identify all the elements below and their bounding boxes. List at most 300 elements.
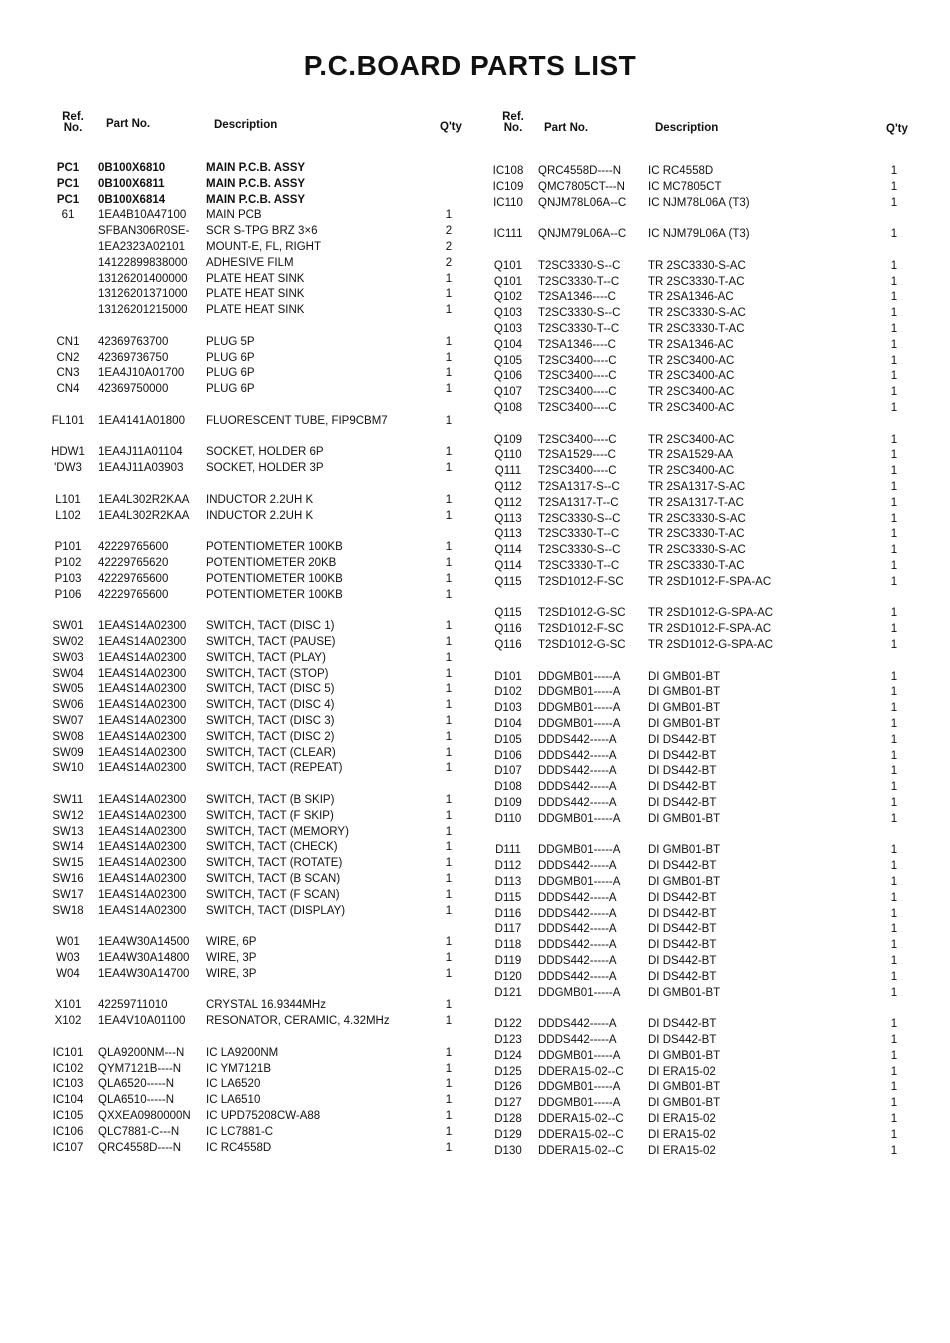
cell-desc: DI DS442-BT bbox=[648, 749, 717, 762]
cell-qty: 1 bbox=[890, 323, 898, 335]
cell-qty: 1 bbox=[890, 844, 898, 857]
cell-part: DDDS442-----A bbox=[538, 765, 617, 778]
cell-ref: D117 bbox=[494, 923, 522, 936]
cell-ref: D105 bbox=[494, 733, 522, 746]
cell-desc: DI GMB01-BT bbox=[648, 1049, 721, 1062]
cell-desc: DI GMB01-BT bbox=[648, 876, 721, 888]
cell-part: T2SC3330-T--C bbox=[538, 275, 620, 288]
cell-qty: 1 bbox=[890, 749, 898, 762]
cell-qty: 1 bbox=[445, 651, 453, 664]
cell-desc: MOUNT-E, FL, RIGHT bbox=[206, 241, 321, 253]
cell-desc: SWITCH, TACT (CHECK) bbox=[206, 841, 338, 854]
cell-part: 42259711010 bbox=[98, 999, 168, 1012]
cell-part: 13126201215000 bbox=[98, 304, 188, 317]
cell-qty: 1 bbox=[445, 825, 453, 838]
cell-ref: SW01 bbox=[52, 620, 84, 633]
cell-ref: Q101 bbox=[493, 275, 523, 288]
cell-ref: P102 bbox=[54, 557, 82, 569]
cell-qty: 1 bbox=[445, 999, 453, 1012]
cell-part: DDERA15-02--C bbox=[538, 1113, 624, 1125]
cell-part: 42229765620 bbox=[98, 557, 169, 569]
cell-desc: TR 2SC3400-AC bbox=[648, 370, 735, 383]
cell-desc: TR 2SD1012-G-SPA-AC bbox=[648, 607, 774, 620]
cell-qty: 1 bbox=[890, 1128, 898, 1141]
cell-qty: 1 bbox=[890, 939, 898, 952]
parts-table-left bbox=[48, 110, 468, 1154]
header-desc: Description bbox=[214, 119, 278, 131]
cell-qty: 1 bbox=[445, 541, 453, 554]
cell-desc: SWITCH, TACT (DISC 5) bbox=[206, 683, 335, 696]
cell-qty: 1 bbox=[445, 588, 453, 601]
cell-desc: IC LC7881-C bbox=[206, 1125, 274, 1138]
cell-desc: SCR S-TPG BRZ 3×6 bbox=[206, 225, 318, 238]
cell-part: 42229765600 bbox=[98, 588, 169, 601]
cell-desc: TR 2SA1317-S-AC bbox=[648, 481, 746, 493]
cell-qty: 1 bbox=[445, 841, 453, 854]
cell-ref: SW09 bbox=[52, 746, 84, 759]
cell-desc: TR 2SC3330-S-AC bbox=[648, 307, 746, 320]
cell-qty: 1 bbox=[890, 607, 898, 620]
cell-desc: DI DS442-BT bbox=[648, 891, 717, 904]
cell-ref: Q107 bbox=[493, 386, 523, 399]
cell-qty: 2 bbox=[445, 225, 453, 238]
cell-desc: TR 2SC3330-T-AC bbox=[648, 323, 745, 335]
cell-desc: SWITCH, TACT (DISC 2) bbox=[206, 730, 335, 743]
cell-desc: DI DS442-BT bbox=[648, 765, 717, 778]
cell-part: T2SA1317-S--C bbox=[538, 481, 620, 493]
cell-desc: DI GMB01-BT bbox=[648, 986, 721, 999]
cell-ref: IC102 bbox=[52, 1062, 84, 1075]
cell-desc: POTENTIOMETER 20KB bbox=[206, 557, 337, 569]
cell-ref: D125 bbox=[494, 1065, 522, 1078]
cell-part: 1EA4S14A02300 bbox=[98, 620, 187, 633]
cell-desc: MAIN PCB bbox=[206, 209, 262, 222]
cell-desc: TR 2SC3330-S-AC bbox=[648, 544, 746, 557]
cell-desc: PLUG 5P bbox=[206, 335, 255, 348]
cell-desc: DI DS442-BT bbox=[648, 733, 717, 746]
cell-desc: RESONATOR, CERAMIC, 4.32MHz bbox=[206, 1015, 390, 1028]
cell-qty: 1 bbox=[445, 762, 453, 775]
cell-ref: CN3 bbox=[56, 367, 80, 380]
cell-desc: SWITCH, TACT (DISC 1) bbox=[206, 620, 335, 633]
cell-desc: TR 2SC3330-T-AC bbox=[648, 275, 745, 288]
cell-desc: DI DS442-BT bbox=[648, 923, 717, 936]
cell-qty: 1 bbox=[445, 667, 453, 680]
cell-ref: SW06 bbox=[52, 699, 84, 712]
cell-qty: 1 bbox=[445, 351, 453, 364]
cell-part: DDERA15-02--C bbox=[538, 1065, 624, 1078]
header-ref: Ref. No. bbox=[502, 111, 524, 134]
cell-ref: Q101 bbox=[493, 259, 523, 272]
cell-qty: 1 bbox=[890, 165, 898, 177]
cell-part: DDDS442-----A bbox=[538, 781, 617, 794]
cell-ref: D104 bbox=[494, 718, 522, 730]
cell-part: T2SC3400----C bbox=[538, 433, 617, 446]
cell-qty: 1 bbox=[890, 765, 898, 778]
cell-qty: 1 bbox=[890, 291, 898, 304]
cell-desc: TR 2SC3400-AC bbox=[648, 465, 735, 478]
cell-qty: 1 bbox=[890, 812, 898, 825]
cell-qty: 1 bbox=[890, 797, 898, 809]
cell-desc: DI GMB01-BT bbox=[648, 844, 721, 857]
cell-desc: TR 2SD1012-F-SPA-AC bbox=[648, 575, 772, 588]
cell-qty: 1 bbox=[890, 1065, 898, 1078]
cell-part: T2SC3400----C bbox=[538, 354, 617, 367]
cell-qty: 1 bbox=[890, 560, 898, 572]
cell-qty: 1 bbox=[445, 857, 453, 870]
cell-desc: SWITCH, TACT (PAUSE) bbox=[206, 636, 336, 648]
cell-qty: 1 bbox=[890, 354, 898, 367]
cell-qty: 1 bbox=[445, 414, 453, 427]
cell-part: T2SA1529----C bbox=[538, 449, 616, 462]
cell-qty: 1 bbox=[890, 891, 898, 904]
cell-ref: D113 bbox=[494, 876, 522, 888]
cell-desc: TR 2SD1012-F-SPA-AC bbox=[648, 623, 772, 636]
cell-part: 1EA4S14A02300 bbox=[98, 857, 187, 870]
cell-ref: Q115 bbox=[494, 607, 522, 620]
cell-ref: D129 bbox=[494, 1128, 522, 1141]
cell-ref: Q113 bbox=[494, 528, 522, 541]
cell-ref: PC1 bbox=[56, 193, 80, 206]
cell-qty: 1 bbox=[890, 338, 898, 351]
cell-part: QLA6520-----N bbox=[98, 1078, 175, 1091]
cell-desc: DI GMB01-BT bbox=[648, 1081, 721, 1094]
cell-part: T2SA1346----C bbox=[538, 338, 616, 351]
cell-ref: Q109 bbox=[493, 433, 523, 446]
cell-qty: 1 bbox=[890, 733, 898, 746]
cell-desc: TR 2SC3400-AC bbox=[648, 402, 735, 414]
cell-desc: DI DS442-BT bbox=[648, 797, 717, 809]
cell-qty: 1 bbox=[890, 512, 898, 525]
cell-qty: 2 bbox=[445, 241, 453, 253]
cell-desc: SOCKET, HOLDER 3P bbox=[206, 462, 324, 475]
cell-part: T2SC3330-T--C bbox=[538, 560, 620, 572]
cell-ref: D112 bbox=[494, 860, 522, 873]
cell-ref: D101 bbox=[494, 670, 522, 683]
cell-part: 1EA4S14A02300 bbox=[98, 746, 187, 759]
cell-part: QXXEA0980000N bbox=[98, 1110, 191, 1122]
cell-ref: P101 bbox=[54, 541, 82, 554]
cell-ref: D102 bbox=[494, 686, 522, 699]
cell-ref: D106 bbox=[494, 749, 522, 762]
cell-part: 1EA4B10A47100 bbox=[98, 209, 187, 222]
cell-desc: DI GMB01-BT bbox=[648, 718, 721, 730]
cell-part: DDDS442-----A bbox=[538, 955, 617, 967]
cell-ref: PC1 bbox=[56, 177, 80, 190]
cell-ref: IC109 bbox=[492, 180, 524, 193]
cell-part: DDDS442-----A bbox=[538, 970, 617, 983]
cell-part: DDERA15-02--C bbox=[538, 1144, 624, 1157]
cell-part: 42369736750 bbox=[98, 351, 169, 364]
cell-ref: D107 bbox=[494, 765, 522, 778]
cell-desc: DI DS442-BT bbox=[648, 1018, 717, 1031]
cell-part: DDGMB01-----A bbox=[538, 844, 621, 857]
cell-part: 14122899838000 bbox=[98, 256, 188, 269]
cell-part: DDGMB01-----A bbox=[538, 1081, 621, 1094]
cell-desc: DI GMB01-BT bbox=[648, 1097, 721, 1110]
cell-qty: 1 bbox=[890, 575, 898, 588]
cell-ref: W04 bbox=[56, 967, 80, 980]
cell-qty: 1 bbox=[445, 1141, 453, 1154]
cell-part: 1EA4S14A02300 bbox=[98, 667, 187, 680]
cell-qty: 1 bbox=[445, 272, 453, 285]
cell-desc: DI DS442-BT bbox=[648, 907, 717, 920]
cell-qty: 1 bbox=[890, 1034, 898, 1046]
cell-part: 0B100X6814 bbox=[98, 193, 166, 206]
cell-qty: 1 bbox=[890, 275, 898, 288]
cell-qty: 1 bbox=[445, 209, 453, 222]
cell-part: T2SD1012-G-SC bbox=[538, 639, 626, 651]
cell-qty: 1 bbox=[890, 386, 898, 399]
cell-desc: TR 2SA1346-AC bbox=[648, 338, 734, 351]
cell-qty: 1 bbox=[445, 288, 453, 301]
cell-ref: IC104 bbox=[52, 1094, 84, 1107]
cell-desc: DI GMB01-BT bbox=[648, 686, 721, 699]
cell-qty: 1 bbox=[445, 367, 453, 380]
table-header bbox=[48, 110, 468, 150]
cell-desc: PLATE HEAT SINK bbox=[206, 288, 305, 301]
cell-qty: 1 bbox=[890, 544, 898, 557]
cell-ref: Q114 bbox=[494, 560, 522, 572]
cell-qty: 1 bbox=[445, 509, 453, 522]
cell-part: 1EA4S14A02300 bbox=[98, 904, 187, 917]
cell-part: T2SC3330-T--C bbox=[538, 528, 620, 541]
cell-part: DDGMB01-----A bbox=[538, 702, 621, 715]
cell-desc: DI DS442-BT bbox=[648, 860, 717, 873]
cell-part: T2SD1012-G-SC bbox=[538, 607, 626, 620]
cell-part: DDDS442-----A bbox=[538, 939, 617, 952]
cell-qty: 1 bbox=[445, 335, 453, 348]
cell-ref: D124 bbox=[494, 1049, 522, 1062]
cell-desc: TR 2SC3400-AC bbox=[648, 433, 735, 446]
cell-ref: P103 bbox=[54, 572, 82, 585]
cell-desc: TR 2SA1317-T-AC bbox=[648, 496, 744, 509]
cell-ref: SW15 bbox=[52, 857, 84, 870]
cell-desc: TR 2SC3330-S-AC bbox=[648, 512, 746, 525]
cell-qty: 1 bbox=[890, 465, 898, 478]
cell-qty: 1 bbox=[445, 904, 453, 917]
cell-desc: IC NJM78L06A (T3) bbox=[648, 196, 750, 209]
cell-qty: 1 bbox=[445, 699, 453, 712]
cell-part: 1EA4S14A02300 bbox=[98, 809, 187, 822]
cell-part: 1EA4141A01800 bbox=[98, 414, 185, 427]
header-part: Part No. bbox=[106, 118, 151, 130]
cell-part: T2SC3330-S--C bbox=[538, 512, 621, 525]
cell-qty: 1 bbox=[445, 1062, 453, 1075]
cell-qty: 1 bbox=[890, 402, 898, 414]
cell-desc: POTENTIOMETER 100KB bbox=[206, 588, 343, 601]
cell-part: QNJM79L06A--C bbox=[538, 228, 627, 241]
cell-desc: DI ERA15-02 bbox=[648, 1144, 716, 1157]
cell-desc: DI GMB01-BT bbox=[648, 812, 721, 825]
cell-qty: 1 bbox=[445, 1110, 453, 1122]
cell-part: DDDS442-----A bbox=[538, 923, 617, 936]
cell-ref: CN2 bbox=[56, 351, 80, 364]
cell-qty: 1 bbox=[890, 528, 898, 541]
cell-desc: TR 2SC3330-S-AC bbox=[648, 259, 746, 272]
cell-qty: 1 bbox=[445, 730, 453, 743]
cell-ref: D111 bbox=[495, 844, 521, 857]
cell-ref: SW17 bbox=[52, 888, 84, 901]
cell-ref: CN4 bbox=[56, 383, 80, 396]
cell-part: 42229765600 bbox=[98, 572, 169, 585]
cell-qty: 1 bbox=[890, 876, 898, 888]
cell-desc: FLUORESCENT TUBE, FIP9CBM7 bbox=[206, 414, 388, 427]
cell-qty: 1 bbox=[445, 462, 453, 475]
cell-desc: DI ERA15-02 bbox=[648, 1065, 716, 1078]
cell-qty: 1 bbox=[445, 683, 453, 696]
cell-qty: 1 bbox=[890, 496, 898, 509]
cell-desc: TR 2SD1012-G-SPA-AC bbox=[648, 639, 774, 651]
cell-part: T2SD1012-F-SC bbox=[538, 575, 624, 588]
cell-part: T2SC3400----C bbox=[538, 386, 617, 399]
cell-ref: D115 bbox=[494, 891, 522, 904]
cell-part: DDGMB01-----A bbox=[538, 670, 621, 683]
cell-ref: D126 bbox=[494, 1081, 522, 1094]
cell-desc: DI ERA15-02 bbox=[648, 1113, 716, 1125]
cell-part: DDDS442-----A bbox=[538, 891, 617, 904]
cell-part: 1EA4S14A02300 bbox=[98, 699, 187, 712]
cell-part: QLA9200NM---N bbox=[98, 1046, 185, 1059]
cell-part: 1EA4S14A02300 bbox=[98, 762, 187, 775]
cell-part: T2SA1346----C bbox=[538, 291, 616, 304]
cell-desc: IC RC4558D bbox=[648, 165, 714, 177]
cell-desc: WIRE, 3P bbox=[206, 967, 257, 980]
cell-part: DDDS442-----A bbox=[538, 1018, 617, 1031]
cell-part: 1EA4W30A14800 bbox=[98, 952, 190, 964]
cell-desc: PLUG 6P bbox=[206, 351, 255, 364]
cell-desc: IC LA9200NM bbox=[206, 1046, 279, 1059]
cell-ref: SW12 bbox=[52, 809, 84, 822]
cell-qty: 1 bbox=[445, 715, 453, 727]
cell-part: 1EA4S14A02300 bbox=[98, 636, 187, 648]
cell-ref: L102 bbox=[55, 509, 81, 522]
cell-desc: DI GMB01-BT bbox=[648, 702, 721, 715]
cell-ref: SW02 bbox=[52, 636, 84, 648]
cell-part: DDDS442-----A bbox=[538, 1034, 617, 1046]
header-desc: Description bbox=[655, 122, 719, 134]
cell-part: 42369763700 bbox=[98, 335, 169, 348]
cell-desc: DI DS442-BT bbox=[648, 970, 717, 983]
cell-desc: SWITCH, TACT (F SKIP) bbox=[206, 809, 334, 822]
cell-qty: 1 bbox=[445, 794, 453, 806]
cell-desc: DI ERA15-02 bbox=[648, 1128, 716, 1141]
cell-ref: IC106 bbox=[52, 1125, 84, 1138]
cell-part: DDGMB01-----A bbox=[538, 812, 621, 825]
cell-qty: 1 bbox=[890, 923, 898, 936]
cell-qty: 1 bbox=[890, 970, 898, 983]
cell-desc: IC LA6510 bbox=[206, 1094, 261, 1107]
cell-ref: Q112 bbox=[494, 481, 522, 493]
cell-desc: SWITCH, TACT (STOP) bbox=[206, 667, 329, 680]
cell-part: 1EA4W30A14500 bbox=[98, 936, 190, 949]
cell-qty: 1 bbox=[890, 955, 898, 967]
cell-desc: MAIN P.C.B. ASSY bbox=[206, 193, 306, 206]
cell-part: DDGMB01-----A bbox=[538, 876, 621, 888]
cell-part: QLC7881-C---N bbox=[98, 1125, 180, 1138]
parts-table-right bbox=[488, 110, 918, 1157]
cell-desc: SWITCH, TACT (MEMORY) bbox=[206, 825, 349, 838]
cell-qty: 1 bbox=[445, 873, 453, 885]
cell-desc: SWITCH, TACT (DISC 4) bbox=[206, 699, 335, 712]
cell-part: T2SC3330-S--C bbox=[538, 544, 621, 557]
cell-part: 1EA4S14A02300 bbox=[98, 841, 187, 854]
cell-desc: INDUCTOR 2.2UH K bbox=[206, 509, 314, 522]
cell-ref: D128 bbox=[494, 1113, 522, 1125]
cell-desc: TR 2SA1529-AA bbox=[648, 449, 734, 462]
cell-ref: D116 bbox=[494, 907, 522, 920]
cell-ref: SW04 bbox=[52, 667, 84, 680]
cell-ref: D109 bbox=[494, 797, 522, 809]
cell-ref: P106 bbox=[54, 588, 82, 601]
cell-part: DDGMB01-----A bbox=[538, 1097, 621, 1110]
cell-part: T2SC3400----C bbox=[538, 465, 617, 478]
cell-part: DDERA15-02--C bbox=[538, 1128, 624, 1141]
cell-part: DDGMB01-----A bbox=[538, 986, 621, 999]
cell-qty: 1 bbox=[890, 433, 898, 446]
cell-part: DDGMB01-----A bbox=[538, 686, 621, 699]
table-header bbox=[488, 110, 918, 150]
cell-qty: 1 bbox=[890, 718, 898, 730]
cell-desc: IC MC7805CT bbox=[648, 180, 722, 193]
cell-ref: PC1 bbox=[56, 162, 80, 174]
cell-ref: W03 bbox=[56, 952, 80, 964]
cell-desc: DI DS442-BT bbox=[648, 781, 717, 794]
cell-qty: 1 bbox=[445, 493, 453, 506]
cell-part: 13126201400000 bbox=[98, 272, 188, 285]
cell-ref: IC110 bbox=[493, 196, 523, 209]
cell-part: T2SC3400----C bbox=[538, 402, 617, 414]
cell-desc: PLUG 6P bbox=[206, 367, 255, 380]
cell-part: DDDS442-----A bbox=[538, 749, 617, 762]
cell-part: 0B100X6811 bbox=[98, 177, 165, 190]
cell-ref: HDW1 bbox=[51, 446, 85, 459]
cell-ref: SW07 bbox=[52, 715, 84, 727]
cell-ref: SW14 bbox=[52, 841, 84, 854]
cell-part: QMC7805CT---N bbox=[538, 180, 625, 193]
cell-qty: 1 bbox=[890, 1097, 898, 1110]
cell-ref: D123 bbox=[494, 1034, 522, 1046]
cell-qty: 1 bbox=[890, 1144, 898, 1157]
cell-qty: 1 bbox=[445, 967, 453, 980]
cell-part: T2SA1317-T--C bbox=[538, 496, 619, 509]
cell-desc: MAIN P.C.B. ASSY bbox=[206, 177, 306, 190]
cell-ref: D108 bbox=[494, 781, 522, 794]
page-title: P.C.BOARD PARTS LIST bbox=[303, 50, 637, 81]
cell-ref: D120 bbox=[494, 970, 522, 983]
cell-qty: 1 bbox=[445, 557, 453, 569]
cell-desc: DI GMB01-BT bbox=[648, 670, 721, 683]
cell-ref: SW11 bbox=[52, 794, 84, 806]
cell-desc: IC UPD75208CW-A88 bbox=[206, 1110, 321, 1122]
cell-qty: 1 bbox=[890, 623, 898, 636]
cell-part: 0B100X6810 bbox=[98, 162, 166, 174]
cell-qty: 1 bbox=[890, 702, 898, 715]
cell-part: 1EA4J11A03903 bbox=[98, 462, 184, 475]
cell-ref: D121 bbox=[494, 986, 522, 999]
cell-ref: SW13 bbox=[52, 825, 84, 838]
cell-desc: SWITCH, TACT (CLEAR) bbox=[206, 746, 336, 759]
cell-part: 1EA4S14A02300 bbox=[98, 873, 187, 885]
cell-desc: PLATE HEAT SINK bbox=[206, 304, 305, 317]
cell-part: QNJM78L06A--C bbox=[538, 196, 627, 209]
cell-ref: D110 bbox=[494, 812, 522, 825]
cell-desc: SOCKET, HOLDER 6P bbox=[206, 446, 324, 459]
cell-desc: TR 2SA1346-AC bbox=[648, 291, 734, 304]
cell-ref: IC103 bbox=[52, 1078, 84, 1091]
cell-desc: SWITCH, TACT (DISPLAY) bbox=[206, 904, 346, 917]
cell-qty: 1 bbox=[890, 686, 898, 699]
